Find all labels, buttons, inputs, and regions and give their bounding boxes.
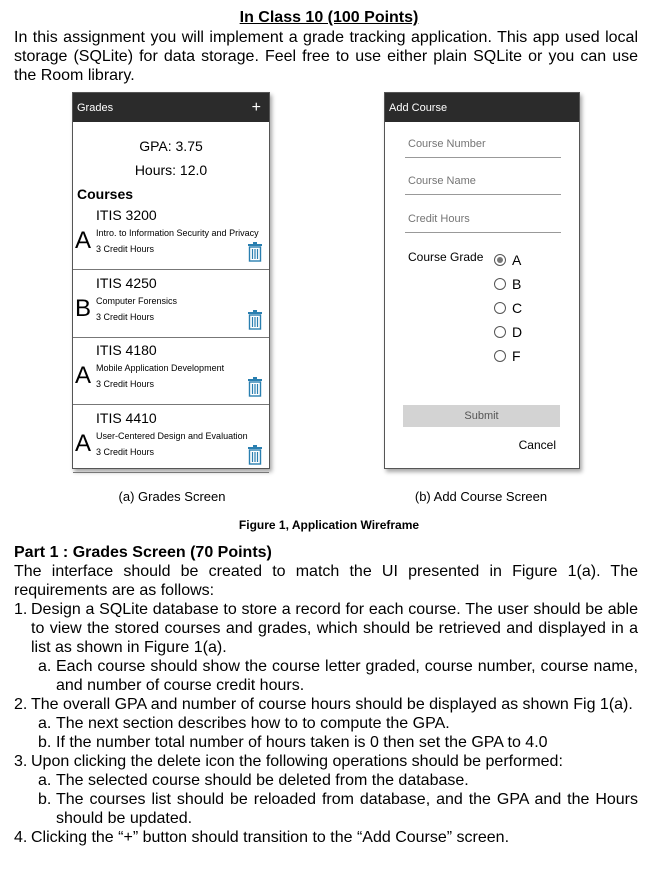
requirement-subitem [14,771,638,790]
requirement-subitem [14,657,638,695]
requirement-item [14,695,638,714]
item-text: Upon clicking the delete icon the following operations should be performed: [31,753,563,770]
trash-icon[interactable] [247,377,263,397]
course-hours: 3 Credit Hours [96,244,155,254]
course-name-field[interactable] [405,175,561,195]
subitem-text: Each course should show the course letter graded, course number, course name, and number of course credit hours. [56,658,638,694]
cancel-button[interactable]: Cancel [518,438,556,452]
course-number-field[interactable] [405,138,561,158]
course-hours: 3 Credit Hours [96,446,155,457]
course-row [73,339,269,405]
gpa-label: GPA: 3.75 [139,138,203,154]
credit-hours-input[interactable] [408,213,561,225]
subitem-letter: a. [38,715,52,732]
requirement-subitem [14,790,638,828]
subitem-letter: b. [38,734,52,751]
grade-option-a[interactable] [494,252,521,268]
radio-circle[interactable] [494,278,506,290]
grades-app-bar [73,93,269,122]
add-course-screen-wireframe [384,92,580,469]
requirement-subitem [14,714,638,733]
radio-circle[interactable] [494,326,506,338]
radio-circle[interactable] [494,302,506,314]
course-grade: A [75,429,92,457]
add-course-button[interactable]: + [251,98,261,116]
course-grade-label: Course Grade [408,250,484,264]
submit-button[interactable]: Submit [403,405,560,427]
course-row [73,272,269,338]
intro-paragraph: In this assignment you will implement a grade tracking application. This app used local storage (SQLite) for data storage. Feel free to use either plain SQLite or you can use the Room library. [14,29,638,84]
requirement-item [14,600,638,657]
course-grade: A [75,227,92,254]
course-hours: 3 Credit Hours [96,311,155,322]
course-row [73,407,269,473]
course-hours: 3 Credit Hours [96,379,155,389]
course-number-input[interactable] [408,138,561,150]
credit-hours-field[interactable] [405,213,561,233]
subitem-text: The courses list should be reloaded from database, and the GPA and the Hours should be updated. [56,791,638,827]
grade-option-label: A [512,252,522,268]
grades-screen-wireframe [72,92,270,469]
trash-icon[interactable] [247,242,263,262]
grade-option-d[interactable] [494,324,522,340]
item-text: The overall GPA and number of course hours should be displayed as shown Fig 1(a). [31,696,633,713]
requirement-item [14,828,638,847]
grade-option-label: D [512,324,523,340]
subitem-letter: a. [38,658,52,675]
part1-section [14,543,638,847]
grade-option-label: B [512,276,522,292]
course-number: ITIS 4180 [96,342,157,358]
course-name: User-Centered Design and Evaluation [96,430,248,441]
course-name-input[interactable] [408,175,561,187]
grade-option-f[interactable] [494,348,521,364]
item-number: 1. [14,601,28,618]
caption-a: (a) Grades Screen [118,489,226,504]
add-course-app-bar [385,93,579,122]
course-row [73,204,269,270]
item-number: 2. [14,696,28,713]
subitem-text: The next section describes how to to compute the GPA. [56,715,450,732]
item-text: Clicking the “+” button should transition to the “Add Course” screen. [31,829,510,846]
subitem-text: The selected course should be deleted from the database. [56,772,469,789]
course-grade: A [75,362,92,389]
part1-heading: Part 1 : Grades Screen (70 Points) [14,544,272,561]
item-text: Design a SQLite database to store a record for each course. The user should be able to view the stored courses and grades, which should be retrieved and displayed in a list as shown in Figure 1(a). [31,601,638,656]
figure-caption: Figure 1, Application Wireframe [238,518,420,532]
subitem-letter: b. [38,791,52,808]
subitem-text: If the number total number of hours taken is 0 then set the GPA to 4.0 [56,734,548,751]
grade-option-b[interactable] [494,276,521,292]
item-number: 3. [14,753,28,770]
course-name: Intro. to Information Security and Privacy [96,228,259,238]
trash-icon[interactable] [247,310,263,330]
assignment-title: In Class 10 (100 Points) [239,9,419,26]
course-name: Mobile Application Development [96,363,225,373]
trash-icon[interactable] [247,445,263,465]
courses-heading: Courses [77,186,134,202]
course-grade: B [75,294,92,322]
requirement-subitem [14,733,638,752]
course-number: ITIS 3200 [96,207,157,223]
subitem-letter: a. [38,772,52,789]
grade-option-label: F [512,348,521,364]
requirements-list [14,600,638,847]
item-number: 4. [14,829,28,846]
part1-intro: The interface should be created to match the UI presented in Figure 1(a). The requirements are as follows: [14,563,638,599]
grade-option-label: C [512,300,523,316]
course-number: ITIS 4250 [96,274,157,291]
course-number: ITIS 4410 [96,409,157,426]
requirement-item [14,752,638,771]
radio-circle[interactable] [494,350,506,362]
hours-label: Hours: 12.0 [134,162,208,178]
course-name: Computer Forensics [96,295,178,306]
grades-bar-title: Grades [77,101,114,114]
caption-b: (b) Add Course Screen [414,489,548,504]
radio-circle[interactable] [494,254,506,266]
grade-option-c[interactable] [494,300,522,316]
add-course-bar-title: Add Course [389,101,448,114]
